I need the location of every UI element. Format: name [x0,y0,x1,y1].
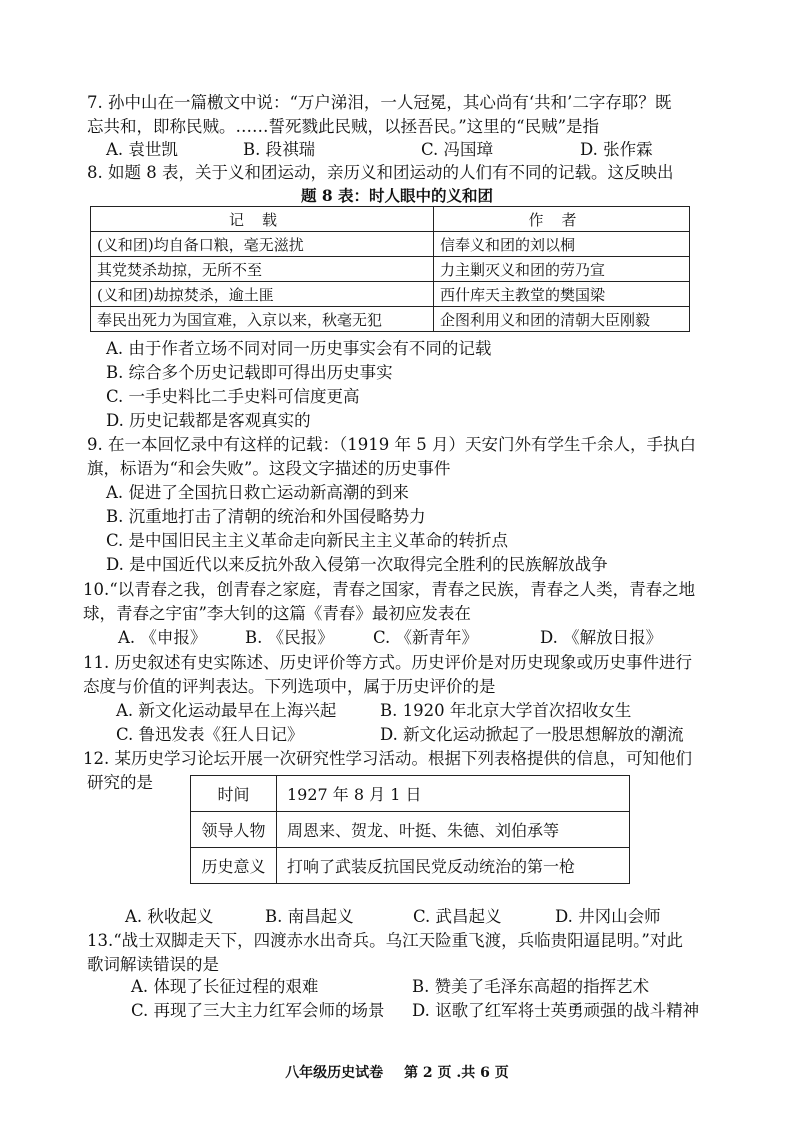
table-cell: 领导人物 [191,812,277,848]
q7-option-c: C. 冯国璋 [421,140,494,159]
q9-stem-line1: 9. 在一本回忆录中有这样的记载：（1919 年 5 月）天安门外有学生千余人，手执白 [87,435,696,454]
q8-table [90,206,690,332]
q12-option-c: C. 武昌起义 [413,907,502,926]
q13-stem-line2: 歌词解读错误的是 [87,955,219,974]
q11-option-a: A. 新文化运动最早在上海兴起 [116,701,337,720]
q13-option-d: D. 讴歌了红军将士英勇顽强的战斗精神 [412,1001,700,1020]
q11-option-c: C. 鲁迅发表《狂人日记》 [116,725,304,744]
table-row [91,307,690,332]
q10-stem-line1: 10.“以青春之我，创青春之家庭，青春之国家，青春之民族，青春之人类，青春之地 [83,580,696,599]
q12-option-d: D. 井冈山会师 [555,907,661,926]
table-cell: (义和团)均自备口粮，毫无滋扰 [91,232,434,257]
q13-option-b: B. 赞美了毛泽东高超的指挥艺术 [412,977,650,996]
q12-option-b: B. 南昌起义 [265,907,354,926]
q8-table-caption: 题 8 表：时人眼中的义和团 [300,186,494,205]
table-cell: 信奉义和团的刘以桐 [434,232,690,257]
q9-option-d: D. 是中国近代以来反抗外敌入侵第一次取得完全胜利的民族解放战争 [106,555,608,574]
q9-option-c: C. 是中国旧民主主义革命走向新民主主义革命的转折点 [106,531,509,550]
q10-stem-line2: 球，青春之宇宙”李大钊的这篇《青春》最初应发表在 [83,604,471,623]
q10-option-b: B. 《民报》 [245,628,334,647]
table-cell: 时间 [191,776,277,812]
table-row [191,812,630,848]
q10-option-c: C. 《新青年》 [373,628,479,647]
q8-option-c: C. 一手史料比二手史料可信度更高 [106,387,360,406]
q9-option-b: B. 沉重地打击了清朝的统治和外国侵略势力 [106,507,426,526]
table-header-record: 记载 [91,207,434,232]
q9-stem-line2: 旗，标语为“和会失败”。这段文字描述的历史事件 [87,459,451,478]
q10-option-d: D. 《解放日报》 [540,628,663,647]
table-row [91,232,690,257]
table-cell: 其党焚杀劫掠，无所不至 [91,257,434,282]
table-cell: 奉民出死力为国宣难，入京以来，秋毫无犯 [91,307,434,332]
q11-stem-line2: 态度与价值的评判表达。下列选项中，属于历史评价的是 [83,677,496,696]
table-header-row [91,207,690,232]
table-header-author: 作者 [434,207,690,232]
q11-option-b: B. 1920 年北京大学首次招收女生 [380,701,632,720]
q13-stem-line1: 13.“战士双脚走天下，四渡赤水出奇兵。乌江天险重飞渡，兵临贵阳逼昆明。”对此 [87,931,683,950]
q7-option-b: B. 段祺瑞 [243,140,316,159]
table-cell: 1927 年 8 月 1 日 [277,776,630,812]
table-row [91,282,690,307]
table-row [91,257,690,282]
table-cell: 打响了武装反抗国民党反动统治的第一枪 [277,848,630,884]
q8-stem-line1: 8. 如题 8 表，关于义和团运动，亲历义和团运动的人们有不同的记载。这反映出 [87,163,674,182]
page-footer [0,1062,794,1082]
q7-option-d: D. 张作霖 [580,140,653,159]
table-cell: (义和团)劫掠焚杀，逾土匪 [91,282,434,307]
q8-option-b: B. 综合多个历史记载即可得出历史事实 [106,363,393,382]
q12-table [190,775,630,884]
table-row [191,776,630,812]
footer-title: 八年级历史试卷 [285,1065,384,1081]
q12-stem-line1: 12. 某历史学习论坛开展一次研究性学习活动。根据下列表格提供的信息，可知他们 [83,749,692,768]
q11-stem-line1: 11. 历史叙述有史实陈述、历史评价等方式。历史评价是对历史现象或历史事件进行 [83,653,692,672]
table-cell: 西什库天主教堂的樊国梁 [434,282,690,307]
q7-stem-line1: 7. 孙中山在一篇檄文中说：“万户涕泪，一人冠冕，其心尚有‘共和’二字存耶？既 [87,93,672,112]
table-cell: 历史意义 [191,848,277,884]
table-cell: 周恩来、贺龙、叶挺、朱德、刘伯承等 [277,812,630,848]
table-cell: 企图利用义和团的清朝大臣刚毅 [434,307,690,332]
table-row [191,848,630,884]
q9-option-a: A. 促进了全国抗日救亡运动新高潮的到来 [106,483,409,502]
q12-stem-line2: 研究的是 [87,773,153,792]
q10-option-a: A. 《申报》 [118,628,207,647]
q8-option-a: A. 由于作者立场不同对同一历史事实会有不同的记载 [106,339,492,358]
q13-option-a: A. 体现了长征过程的艰难 [131,977,319,996]
table-cell: 力主剿灭义和团的劳乃宣 [434,257,690,282]
q12-option-a: A. 秋收起义 [125,907,214,926]
footer-page-number: 第 2 页 .共 6 页 [404,1065,509,1081]
q7-stem-line2: 忘共和，即称民贼。……誓死戮此民贼，以拯吾民。”这里的“民贼”是指 [87,117,600,136]
q13-option-c: C. 再现了三大主力红军会师的场景 [131,1001,385,1020]
q8-option-d: D. 历史记载都是客观真实的 [106,411,311,430]
q11-option-d: D. 新文化运动掀起了一股思想解放的潮流 [380,725,684,744]
q7-option-a: A. 袁世凯 [106,140,178,159]
